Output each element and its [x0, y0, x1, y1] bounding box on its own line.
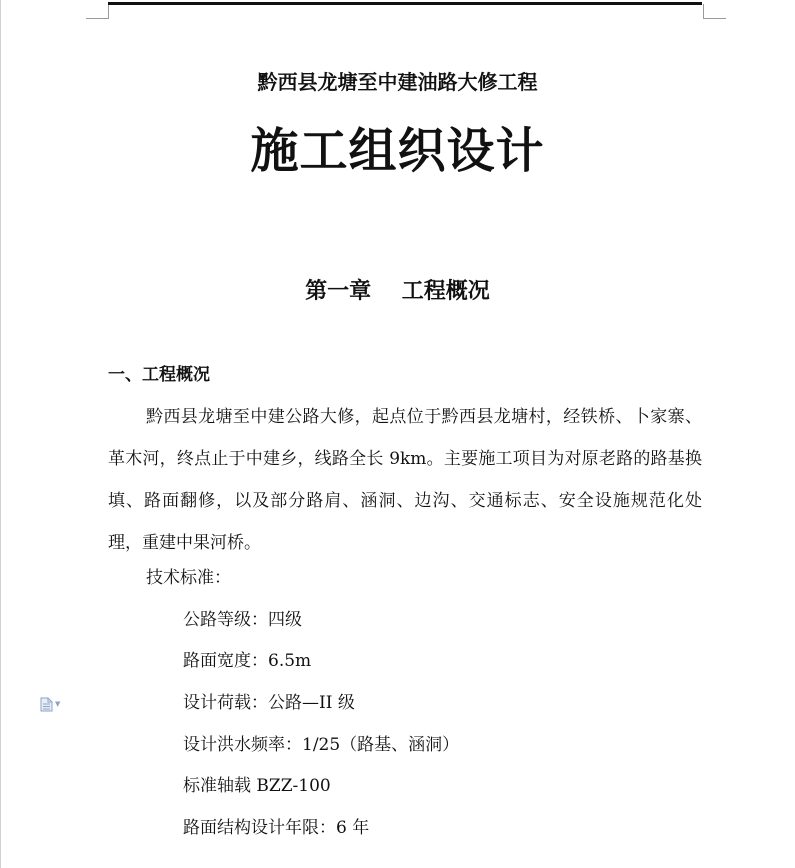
margin-corner-top-left: [86, 4, 109, 19]
spec-item: 标准轴载 BZZ-100: [183, 776, 331, 796]
spec-item: 设计洪水频率：1/25（路基、涵洞）: [183, 735, 460, 755]
spec-item: 路面宽度：6.5m: [183, 651, 312, 671]
section-heading: 一、工程概况: [108, 365, 210, 385]
document-options-button[interactable]: [40, 695, 64, 713]
chevron-down-icon: ▼: [55, 700, 61, 708]
header-rule: [108, 2, 702, 5]
spec-item: 公路等级：四级: [183, 610, 302, 630]
document-icon: [40, 697, 53, 712]
spec-item: 路面结构设计年限：6 年: [183, 818, 370, 838]
margin-corner-top-right: [703, 4, 726, 19]
document-title: 施工组织设计: [250, 123, 545, 179]
project-title: 黔西县龙塘至中建油路大修工程: [257, 70, 538, 94]
spec-item: 设计荷载：公路—II 级: [183, 693, 355, 713]
chapter-heading: 第一章 工程概况: [305, 278, 490, 304]
body-paragraph: 黔西县龙塘至中建公路大修，起点位于黔西县龙塘村，经铁桥、卜家寨、革木河，终点止于中建乡，线路全长 9km。主要施工项目为对原老路的路基换填、路面翻修，以及部分路肩、涵洞、边沟、交通标志、安全设施规范化处理，重建中果河桥。: [108, 407, 702, 553]
tech-standards-label: 技术标准：: [146, 568, 231, 588]
